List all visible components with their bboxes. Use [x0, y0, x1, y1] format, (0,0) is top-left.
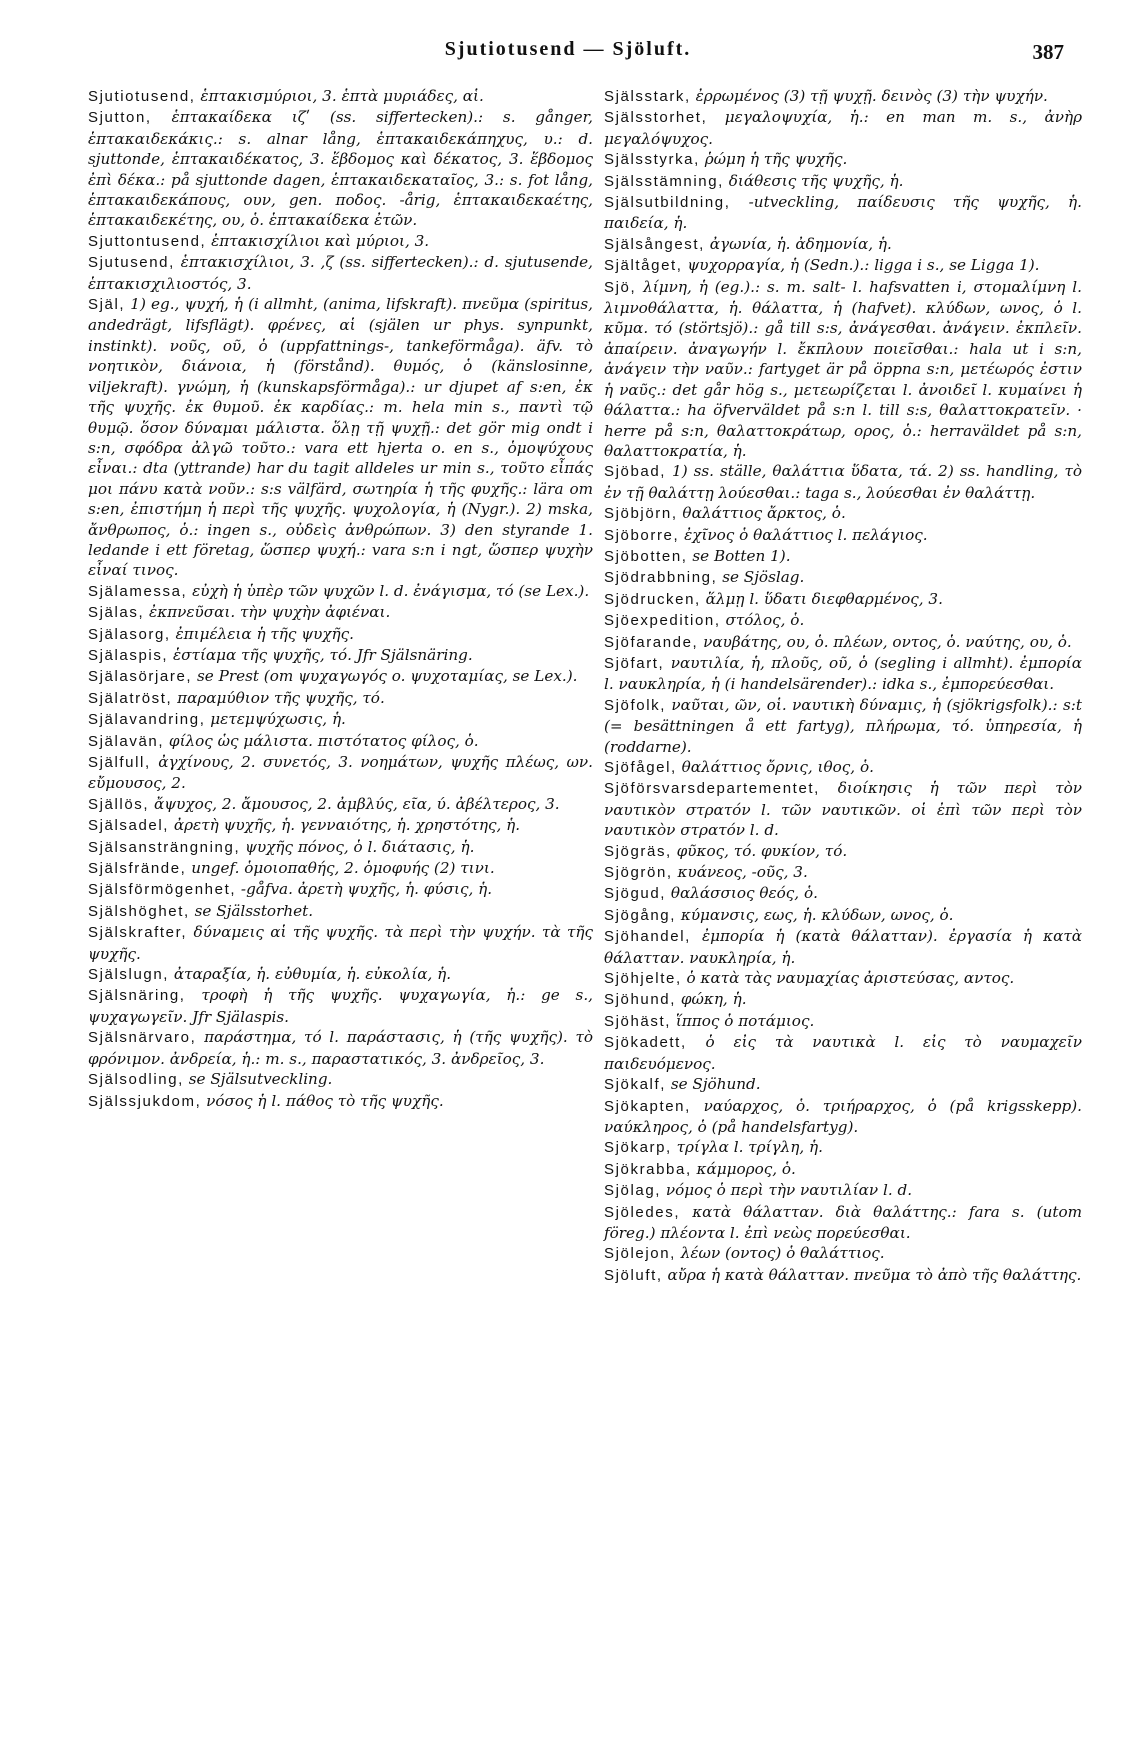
- dictionary-entry: [604, 653, 1082, 695]
- dictionary-entry: [88, 964, 593, 985]
- entry-definition: εὐχὴ ἡ ὑπὲρ τῶν ψυχῶν l. d. ἐνάγισμα, τό (se Lex.).: [187, 581, 590, 600]
- entry-headword: Själssjukdom,: [88, 1092, 202, 1110]
- entry-headword: Sjutton,: [88, 109, 152, 127]
- dictionary-entry: [604, 841, 1082, 862]
- entry-definition: ἑπτακισχίλιοι, 3. ,ζ (ss. siffertecken).: d. sjutusende, ἑπτακισχιλιοστός, 3.: [88, 253, 593, 293]
- entry-headword: Sjöledes,: [604, 1203, 681, 1221]
- entry-definition: παράστημα, τό l. παράστασις, ἡ (τῆς ψυχῆς). τὸ φρόνιμον. ἀνδρεία, ἡ.: m. s., παραστατικός, 3. ἀνδρεῖος, 3.: [88, 1028, 593, 1068]
- entry-definition: ψυχῆς πόνος, ὁ l. διάτασις, ἡ.: [240, 837, 475, 856]
- dictionary-entry: [604, 1202, 1082, 1244]
- dictionary-entry: [604, 757, 1082, 778]
- entry-headword: Sjöluft,: [604, 1266, 663, 1284]
- dictionary-entry: [604, 1180, 1082, 1201]
- entry-headword: Sjöborre,: [604, 526, 680, 544]
- entry-headword: Själslugn,: [88, 966, 170, 984]
- entry-definition: ναύαρχος, ὁ. τριήραρχος, ὁ (på krigsskepp). ναύκληρος, ὁ (på handelsfartyg).: [604, 1096, 1082, 1136]
- dictionary-entry: [88, 624, 593, 645]
- entry-definition: λίμνη, ἡ (eg.).: s. m. salt- l. hafsvatten i, στομαλίμνη l. λιμνοθάλαττα, ἡ. θάλαττα, ἡ (hafvet). κλύδων, ωνος, ὁ l. κῦμα. τό (störtsjö).: gå till s:s, ἀνάγεσθαι. ἀνάγειν. ἐκπλεῖν. ἀπαίρειν. ἀναγωγήν l. ἔκπλουν ποιεῖσθαι.: hala ut i s:n, ἀνάγειν τὴν ναῦν.: fartyget är på öppna s:n, μετέωρός ἐστιν ἡ ναῦς.: det går hög s., μετεωρίζεται l. ἀνοιδεῖ l. κυμαίνει ἡ θάλαττα.: ha öfverväldet på s:n l. till s:s, θαλαττοκρατεῖν. · herre på s:n, θαλαττοκράτωρ, ορος, ὁ.: herraväldet på s:n, θαλαττοκρατία, ἡ.: [604, 277, 1082, 460]
- dictionary-entry: [604, 234, 1082, 255]
- dictionary-entry: [604, 968, 1082, 989]
- dictionary-entry: [88, 1091, 593, 1112]
- entry-headword: Själlös,: [88, 795, 150, 813]
- dictionary-entry: [604, 1159, 1082, 1180]
- dictionary-entry: [604, 1032, 1082, 1074]
- dictionary-entry: [88, 231, 593, 252]
- entry-definition: παραμύθιον τῆς ψυχῆς, τό.: [172, 688, 385, 707]
- entry-headword: Sjökrabba,: [604, 1160, 692, 1178]
- page-title: Sjutiotusend — Sjöluft.: [444, 38, 692, 60]
- entry-definition: ἀταραξία, ἡ. εὐθυμία, ἡ. εὐκολία, ἡ.: [169, 965, 452, 984]
- dictionary-entry: [604, 149, 1082, 170]
- entry-headword: Sjöbotten,: [604, 547, 688, 565]
- dictionary-entry: [604, 546, 1082, 567]
- entry-headword: Sjökapten,: [604, 1097, 691, 1115]
- dictionary-entry: [604, 86, 1082, 107]
- dictionary-entry: [604, 525, 1082, 546]
- dictionary-entry: [88, 645, 593, 666]
- entry-headword: Själshöghet,: [88, 902, 190, 920]
- dictionary-entry: [604, 989, 1082, 1010]
- right-column: [604, 86, 1082, 1286]
- entry-definition: διοίκησις ἡ τῶν περὶ τὸν ναυτικὸν στρατόν l. τῶν ναυτικῶν. οἱ ἐπὶ τῶν περὶ τὸν ναυτικὸν στρατόν l. d.: [604, 779, 1082, 840]
- entry-headword: Själfull,: [88, 754, 151, 771]
- entry-headword: Själaspis,: [88, 646, 169, 664]
- entry-definition: se Prest (om ψυχαγωγός o. ψυχοταμίας, se Lex.).: [192, 667, 578, 686]
- entry-headword: Sjölejon,: [604, 1245, 676, 1263]
- entry-headword: Sjutusend,: [88, 254, 175, 272]
- entry-headword: Sjöfolk,: [604, 696, 666, 714]
- entry-definition: φίλος ὡς μάλιστα. πιστότατος φίλος, ὁ.: [164, 731, 479, 750]
- entry-definition: ungef. ὁμοιοπαθής, 2. ὁμοφυής (2) τινι.: [186, 859, 495, 878]
- entry-headword: Sjuttontusend,: [88, 232, 207, 250]
- entry-headword: Sjögrön,: [604, 864, 673, 882]
- entry-headword: Själsutbildning,: [604, 194, 731, 212]
- entry-headword: Själsstark,: [604, 88, 691, 105]
- entry-definition: 1) ss. ställe, θαλάττια ὕδατα, τά. 2) ss. handling, τὸ ἐν τῇ θαλάττῃ λούεσθαι.: taga s., λούεσθαι ἐν θαλάττῃ.: [604, 462, 1082, 502]
- entry-definition: ἐκπνεῦσαι. τὴν ψυχὴν ἀφιέναι.: [144, 603, 391, 622]
- dictionary-entry: [604, 695, 1082, 757]
- page-number: 387: [1032, 40, 1064, 64]
- entry-headword: Själasorg,: [88, 625, 171, 643]
- entry-headword: Sjöfarande,: [604, 633, 699, 651]
- entry-headword: Sjöhund,: [604, 991, 677, 1009]
- entry-headword: Själ,: [88, 296, 126, 314]
- dictionary-entry: [88, 294, 593, 581]
- entry-definition: ἑπτακαίδεκα ιζʹ (ss. siffertecken).: s. gånger, ἑπτακαιδεκάκις.: s. alnar lång, ἑπτακαιδεκάπηχυς, υ.: d. sjuttonde, ἑπτακαιδέκατος, 3. ἕβδομος καὶ δέκατος, 3. ἕβδομος ἐπὶ δέκα.: på sjuttonde dagen, ἑπτακαιδεκαταῖος, 3.: s. fot lång, ἑπτακαιδεκάπους, ουν, gen. ποδος. -årig, ἑπτακαιδεκαέτης, ἑπτακαιδεκέτης, ου, ὁ. ἑπτακαίδεκα ἐτῶν.: [88, 108, 593, 230]
- entry-definition: se Sjöslag.: [717, 568, 805, 587]
- entry-definition: κάμμορος, ὁ.: [691, 1159, 796, 1178]
- entry-definition: ὁ εἰς τὰ ναυτικὰ l. εἰς τὸ ναυμαχεῖν παιδευόμενος.: [604, 1033, 1082, 1073]
- entry-definition: ἐπιμέλεια ἡ τῆς ψυχῆς.: [170, 624, 354, 643]
- entry-definition: ὁ κατὰ τὰς ναυμαχίας ἀριστεύσας, αντος.: [681, 969, 1015, 988]
- dictionary-entry: [604, 1096, 1082, 1138]
- dictionary-entry: [88, 731, 593, 752]
- entry-headword: Själsångest,: [604, 235, 705, 253]
- entry-definition: se Själsutveckling.: [183, 1070, 333, 1089]
- dictionary-entry: [604, 883, 1082, 904]
- entry-headword: Själamessa,: [88, 582, 188, 600]
- dictionary-entry: [88, 837, 593, 858]
- dictionary-entry: [88, 602, 593, 623]
- dictionary-entry: [604, 277, 1082, 462]
- entry-definition: ναυτιλία, ἡ, πλοῦς, οῦ, ὁ (segling i allmht). ἐμπορία l. ναυκληρία, ἡ (i handelsärender).: idka s., ἐμπορεύεσθαι.: [604, 653, 1082, 694]
- entry-definition: τροφὴ ἡ τῆς ψυχῆς. ψυχαγωγία, ἡ.: ge s., ψυχαγωγεῖν. Jfr Själaspis.: [88, 986, 593, 1026]
- entry-definition: κατὰ θάλατταν. διὰ θαλάττης.: fara s. (utom föreg.) πλέοντα l. ἐπὶ νεὼς πορεύεσθαι.: [604, 1202, 1082, 1242]
- dictionary-entry: [604, 107, 1082, 149]
- entry-headword: Sjögud,: [604, 885, 667, 903]
- entry-headword: Själsnärvaro,: [88, 1029, 197, 1047]
- dictionary-entry: [88, 86, 593, 107]
- entry-definition: ἑπτακισμύριοι, 3. ἑπτὰ μυριάδες, αἱ.: [195, 87, 484, 105]
- dictionary-entry: [88, 922, 593, 964]
- entry-definition: φώκη, ἡ.: [676, 990, 747, 1009]
- left-column: [88, 86, 593, 1112]
- dictionary-entry: [88, 709, 593, 730]
- dictionary-entry: [604, 632, 1082, 653]
- dictionary-entry: [88, 901, 593, 922]
- entry-headword: Sjöfågel,: [604, 759, 677, 776]
- entry-headword: Sjöhjelte,: [604, 970, 682, 988]
- dictionary-entry: [604, 567, 1082, 588]
- dictionary-entry: [604, 171, 1082, 192]
- dictionary-entry: [88, 752, 593, 794]
- entry-definition: se Sjöhund.: [666, 1075, 761, 1094]
- dictionary-entry: [604, 1265, 1082, 1286]
- entry-headword: Sjödrucken,: [604, 590, 701, 608]
- entry-definition: ἐμπορία ἡ (κατὰ θάλατταν). ἐργασία ἡ κατὰ θάλατταν. ναυκληρία, ἡ.: [604, 927, 1082, 967]
- dictionary-entry: [604, 589, 1082, 610]
- entry-definition: κυάνεος, -οῦς, 3.: [672, 863, 808, 882]
- entry-headword: Sjutiotusend,: [88, 88, 196, 105]
- entry-headword: Själsadel,: [88, 817, 170, 835]
- entry-headword: Sjöbjörn,: [604, 505, 678, 523]
- entry-definition: λέων (οντος) ὁ θαλάττιος.: [675, 1244, 885, 1263]
- entry-headword: Själtåget,: [604, 257, 683, 275]
- running-head: [0, 38, 1136, 68]
- entry-headword: Själas,: [88, 604, 145, 622]
- entry-definition: ἐχῖνος ὁ θαλάττιος l. πελάγιος.: [679, 525, 928, 544]
- entry-definition: ναυβάτης, ου, ὁ. πλέων, οντος, ὁ. ναύτης, ου, ὁ.: [698, 632, 1072, 651]
- entry-headword: Sjöexpedition,: [604, 612, 721, 630]
- entry-definition: -utveckling, παίδευσις τῆς ψυχῆς, ἡ. παιδεία, ἡ.: [604, 193, 1082, 233]
- dictionary-entry: [88, 581, 593, 602]
- entry-headword: Själsfrände,: [88, 860, 187, 878]
- entry-definition: διάθεσις τῆς ψυχῆς, ἡ.: [723, 171, 904, 190]
- entry-definition: θαλάττιος ἄρκτος, ὁ.: [677, 504, 846, 523]
- entry-headword: Sjöhandel,: [604, 928, 691, 946]
- entry-definition: κύμανσις, εως, ἡ. κλύδων, ωνος, ὁ.: [676, 905, 954, 924]
- entry-definition: ἅλμῃ l. ὕδατι διεφθαρμένος, 3.: [700, 589, 943, 608]
- dictionary-entry: [604, 905, 1082, 926]
- entry-definition: se Själsstorhet.: [189, 901, 314, 920]
- dictionary-entry: [604, 255, 1082, 276]
- entry-definition: ἑπτακισχίλιοι καὶ μύριοι, 3.: [206, 231, 430, 250]
- dictionary-entry: [604, 778, 1082, 840]
- entry-headword: Sjöhäst,: [604, 1012, 671, 1030]
- entry-headword: Sjö,: [604, 278, 637, 296]
- entry-definition: ἀρετὴ ψυχῆς, ἡ. γενναιότης, ἡ. χρηστότης, ἡ.: [169, 816, 521, 835]
- dictionary-entry: [604, 1137, 1082, 1158]
- entry-definition: -gåfva. ἀρετὴ ψυχῆς, ἡ. φύσις, ἡ.: [236, 880, 493, 899]
- entry-definition: αὔρα ἡ κατὰ θάλατταν. πνεῦμα τὸ ἀπὸ τῆς θαλάττης.: [662, 1265, 1082, 1284]
- dictionary-entry: [604, 1243, 1082, 1264]
- entry-headword: Sjölag,: [604, 1182, 662, 1200]
- dictionary-entry: [88, 688, 593, 709]
- dictionary-entry: [604, 192, 1082, 234]
- entry-headword: Själskrafter,: [88, 924, 188, 942]
- dictionary-entry: [88, 1069, 593, 1090]
- entry-definition: ναῦται, ῶν, οἱ. ναυτικὴ δύναμις, ἡ (sjökrigsfolk).: s:t (= besättningen å ett fartyg), πλήρωμα, τό. ὑπηρεσία, ἡ (roddarne).: [604, 695, 1082, 756]
- entry-headword: Sjöfart,: [604, 654, 665, 672]
- entry-headword: Själavän,: [88, 732, 165, 750]
- dictionary-entry: [88, 815, 593, 836]
- entry-headword: Själsstorhet,: [604, 109, 708, 127]
- dictionary-entry: [604, 503, 1082, 524]
- entry-definition: ἵππος ὁ ποτάμιος.: [671, 1011, 815, 1030]
- entry-definition: στόλος, ὁ.: [720, 611, 805, 630]
- entry-headword: Själsstämning,: [604, 172, 724, 190]
- entry-headword: Själsstyrka,: [604, 151, 700, 169]
- entry-definition: ῥώμη ἡ τῆς ψυχῆς.: [699, 150, 848, 169]
- entry-definition: μεγαλοψυχία, ἡ.: en man m. s., ἀνὴρ μεγαλόψυχος.: [604, 108, 1082, 148]
- entry-headword: Sjökarp,: [604, 1139, 672, 1157]
- dictionary-entry: [604, 1074, 1082, 1095]
- dictionary-entry: [88, 858, 593, 879]
- entry-definition: φῦκος, τό. φυκίον, τό.: [671, 841, 848, 860]
- entry-definition: νόμος ὁ περὶ τὴν ναυτιλίαν l. d.: [661, 1181, 913, 1200]
- entry-definition: τρίγλα l. τρίγλη, ἡ.: [671, 1138, 823, 1157]
- entry-headword: Själavandring,: [88, 711, 206, 729]
- dictionary-entry: [88, 252, 593, 294]
- entry-headword: Sjökadett,: [604, 1034, 687, 1052]
- dictionary-entry: [88, 985, 593, 1027]
- entry-headword: Själsförmögenhet,: [88, 881, 237, 899]
- entry-definition: θαλάσσιος θεός, ὁ.: [666, 884, 818, 903]
- entry-headword: Sjökalf,: [604, 1076, 666, 1094]
- entry-definition: ἀγωνία, ἡ. ἀδημονία, ἡ.: [704, 234, 892, 253]
- entry-definition: νόσος ἡ l. πάθος τὸ τῆς ψυχῆς.: [201, 1091, 444, 1110]
- dictionary-entry: [88, 107, 593, 230]
- entry-headword: Sjöbad,: [604, 463, 667, 481]
- entry-definition: ἑστίαμα τῆς ψυχῆς, τό. Jfr Själsnäring.: [168, 645, 473, 664]
- dictionary-entry: [604, 862, 1082, 883]
- entry-headword: Sjögräs,: [604, 842, 672, 860]
- entry-headword: Själsnäring,: [88, 987, 186, 1005]
- entry-definition: 1) eg., ψυχή, ἡ (i allmht, (anima, lifskraft). πνεῦμα (spiritus, andedrägt, lifsflägt). φρένες, αἱ (själen ur phys. synpunkt, instinkt). νοῦς, οῦ, ὁ (uppfattnings-, tankeförmåga). äfv. τὸ νοητικὸν, διάνοια, ἡ (förstånd). θυμός, ὁ (känslosinne, viljekraft). γνώμη, ἡ (kunskapsförmåga).: ur djupet af s:en, ἐκ τῆς ψυχῆς. ἐκ θυμοῦ. ἐκ καρδίας.: m. hela min s., παντὶ τῷ θυμῷ. ὅσον δύναμαι μάλιστα. ὅλῃ τῇ ψυχῇ.: det gör mig ondt i s:n, σφόδρα ἀλγῶ τοῦτο.: vara ett hjerta o. en s., ὁμοψύχους εἶναι.: dta (yttrande) har du tagit alldeles ur min s., τοῦτο εἶπάς μοι πάνυ κατὰ νοῦν.: s:s välfärd, σωτηρία ἡ τῆς φυχῆς.: lära om s:en, ἐπιστήμη ἡ περὶ τῆς ψυχῆς. ψυχολογία, ἡ (Nygr.). 2) mska, ἄνθρωπος, ὁ.: ingen s., οὐδεὶς ἀνθρώπων. 3) den styrande 1. ledande i ett företag, ὥσπερ ψυχή.: vara s:n i ngt, ὥσπερ ψυχὴν εἶναί τινος.: [88, 295, 593, 580]
- entry-headword: Själsodling,: [88, 1071, 184, 1089]
- entry-headword: Sjögång,: [604, 906, 677, 924]
- entry-definition: θαλάττιος ὄρνις, ιθος, ὁ.: [676, 758, 874, 776]
- dictionary-entry: [88, 666, 593, 687]
- dictionary-entry: [604, 926, 1082, 968]
- entry-headword: Själatröst,: [88, 689, 173, 707]
- entry-definition: ἀγχίνους, 2. συνετός, 3. νοημάτων, ψυχῆς πλέως, ων. εὔμουσος, 2.: [88, 753, 593, 793]
- entry-headword: Själasörjare,: [88, 668, 193, 686]
- entry-headword: Själsansträngning,: [88, 838, 241, 856]
- entry-definition: ἐρρωμένος (3) τῇ ψυχῇ. δεινὸς (3) τὴν ψυχήν.: [690, 87, 1048, 105]
- dictionary-entry: [604, 1011, 1082, 1032]
- entry-definition: δύναμεις αἱ τῆς ψυχῆς. τὰ περὶ τὴν ψυχήν. τὰ τῆς ψυχῆς.: [88, 923, 593, 963]
- entry-definition: se Botten 1).: [687, 546, 791, 565]
- dictionary-entry: [88, 794, 593, 815]
- entry-definition: μετεμψύχωσις, ἡ.: [205, 710, 346, 729]
- entry-headword: Sjödrabbning,: [604, 569, 718, 587]
- dictionary-entry: [604, 610, 1082, 631]
- dictionary-entry: [88, 1027, 593, 1069]
- dictionary-entry: [88, 879, 593, 900]
- entry-definition: ψυχορραγία, ἡ (Sedn.).: ligga i s., se Ligga 1).: [682, 256, 1040, 275]
- dictionary-entry: [604, 461, 1082, 503]
- entry-headword: Sjöförsvarsdepartementet,: [604, 780, 820, 798]
- entry-definition: ἄψυχος, 2. ἄμουσος, 2. ἀμβλύς, εῖα, ύ. ἀβέλτερος, 3.: [149, 794, 560, 813]
